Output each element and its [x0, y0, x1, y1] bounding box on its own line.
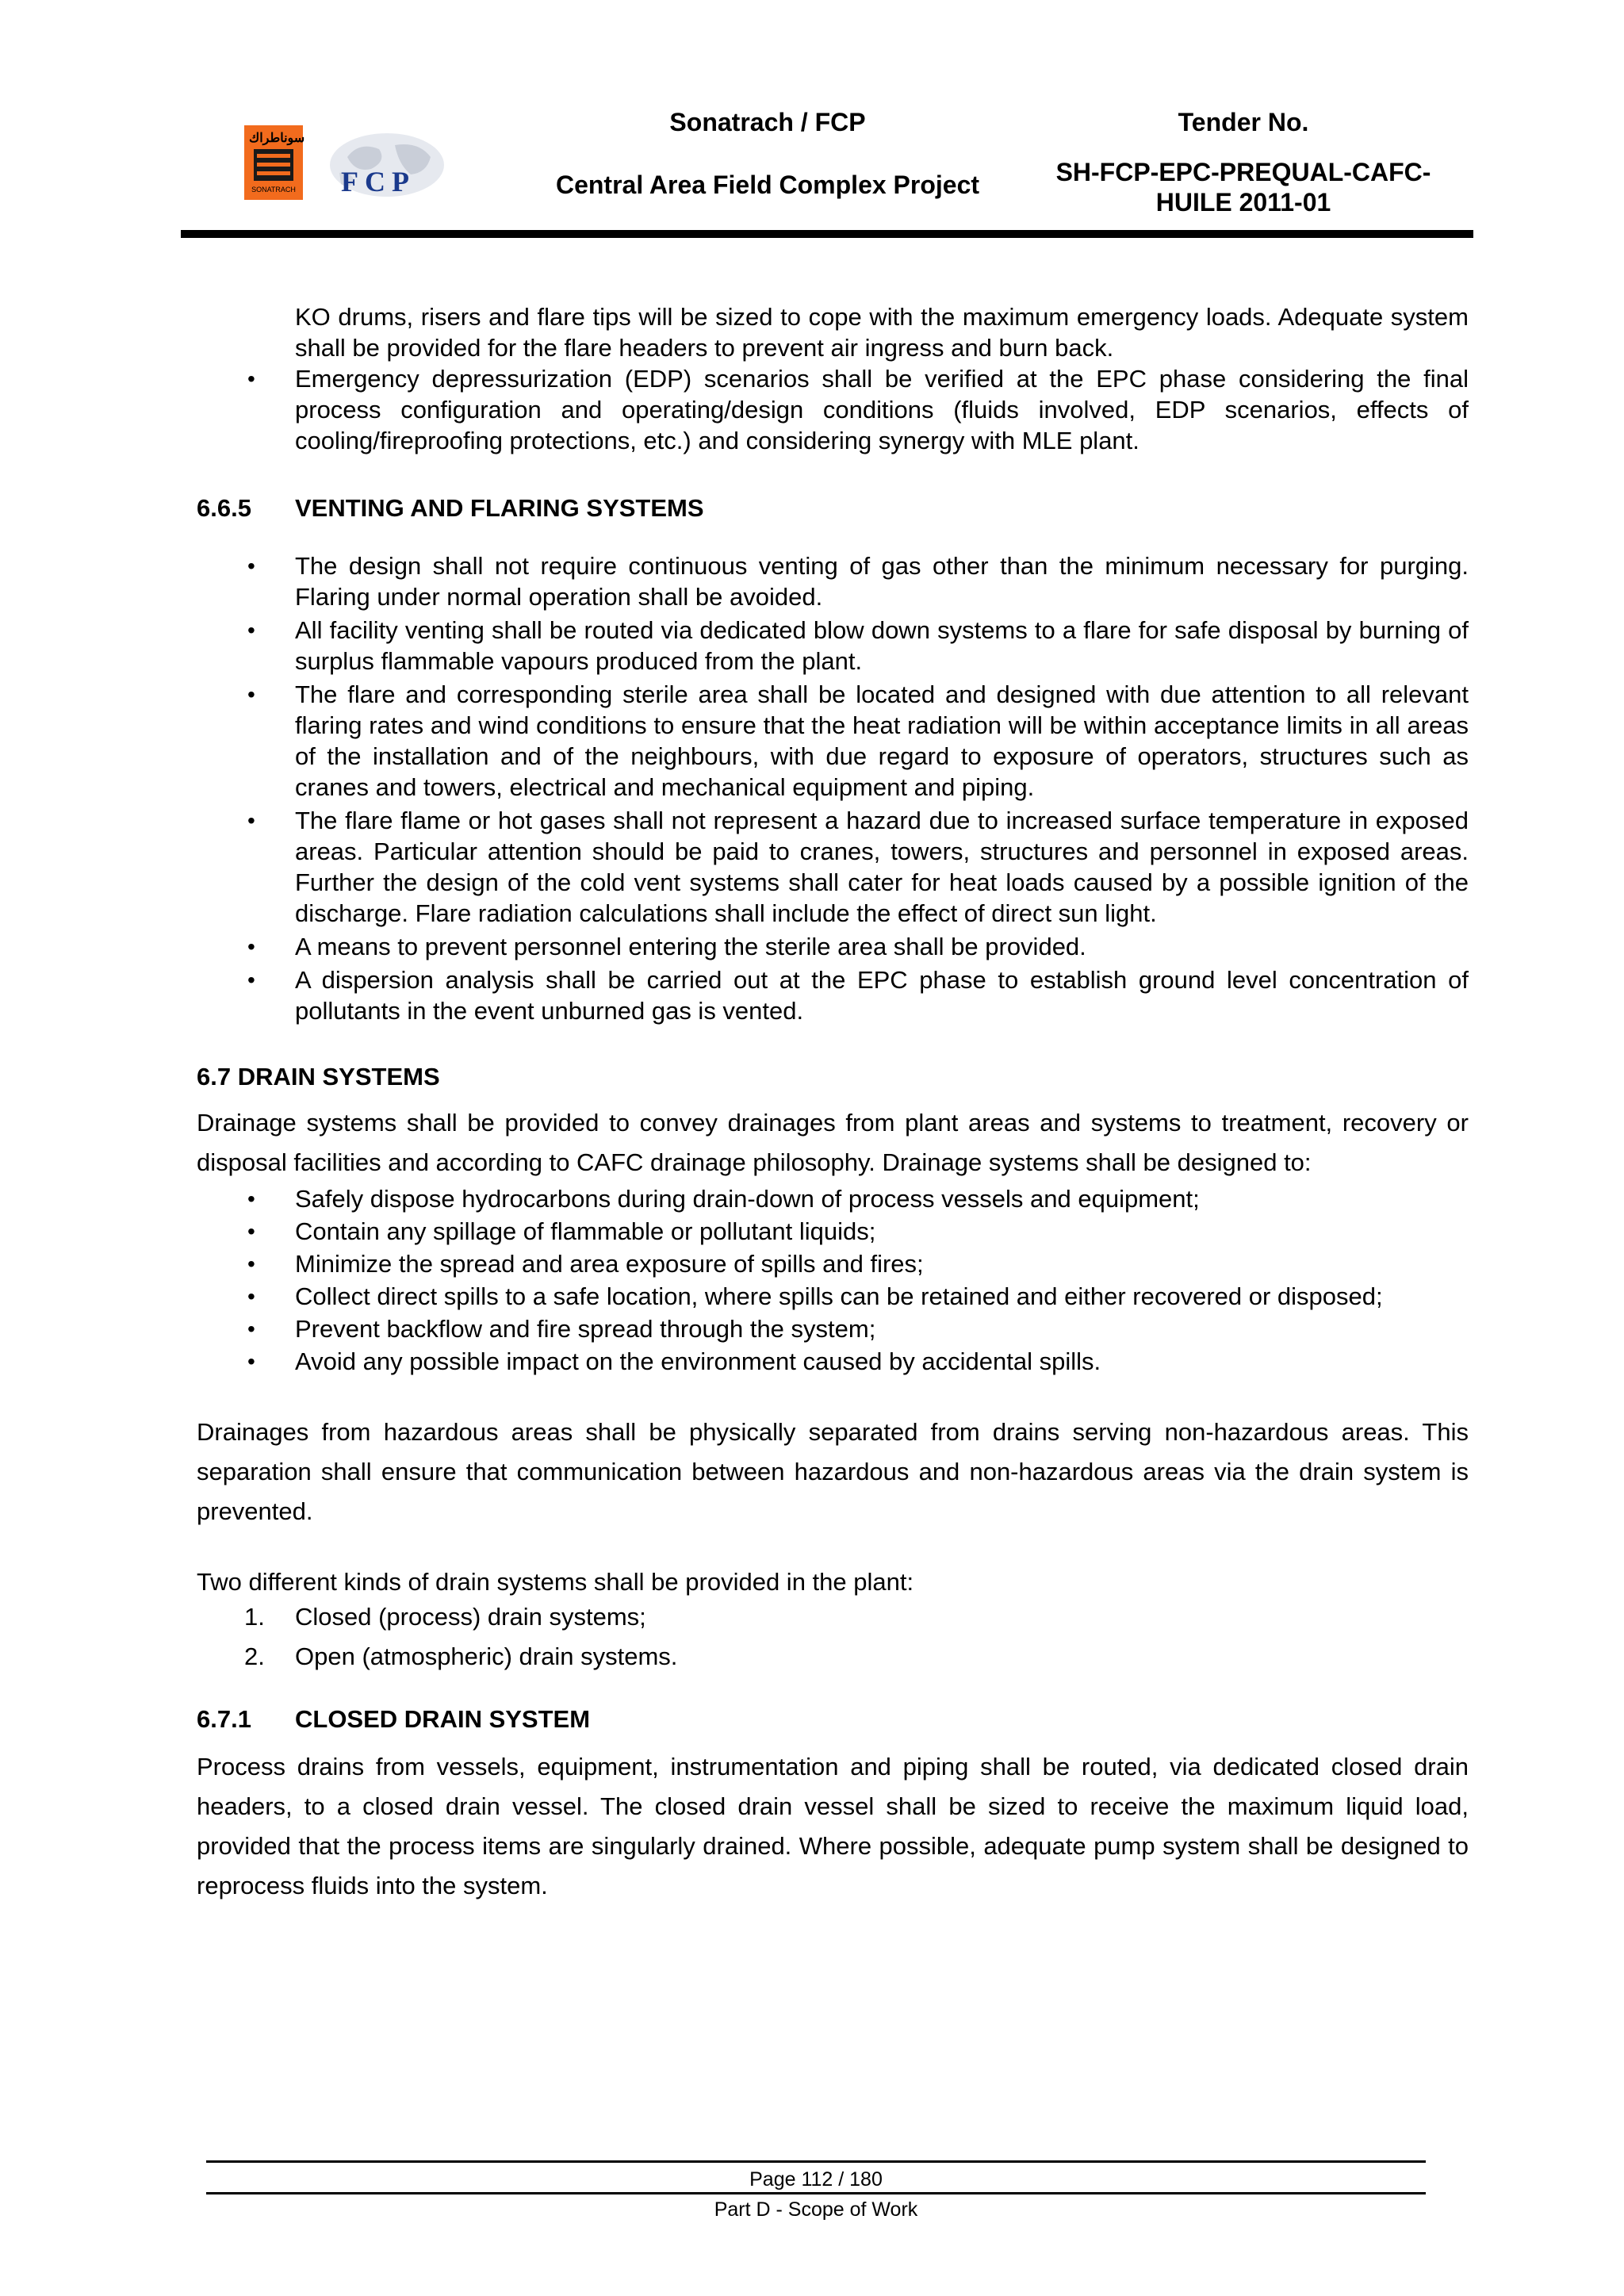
- section-heading-6-7-1: 6.7.1 CLOSED DRAIN SYSTEM: [197, 1705, 591, 1733]
- list-item: • A means to prevent personnel entering the sterile area shall be provided.: [247, 933, 1086, 960]
- list-item: • Prevent backflow and fire spread through the system;: [247, 1315, 876, 1343]
- footer-divider: [206, 2160, 1426, 2163]
- document-body: [197, 301, 1469, 1906]
- separation-paragraph: Drainages from hazardous areas shall be physically separated from drains serving non-hazardous areas. This separation shall ensure that communication between hazardous and non-hazardous areas via the drain system is prevented.: [197, 1418, 1469, 1525]
- drain-intro-paragraph: Drainage systems shall be provided to convey drainages from plant areas and systems to treatment, recovery or disposal facilities and according to CAFC drainage philosophy. Drainage systems shall be designed to:: [197, 1109, 1469, 1176]
- list-item: • Contain any spillage of flammable or pollutant liquids;: [247, 1217, 876, 1245]
- drain-bullet-list: [197, 1182, 1469, 1378]
- fcp-logo-text: FCP: [341, 166, 416, 197]
- list-item: • All facility venting shall be routed via dedicated blow down systems to a flare for safe disposal by burning of surplus flammable vapours produced from the plant.: [247, 616, 1469, 675]
- continuation-paragraph: KO drums, risers and flare tips will be sized to cope with the maximum emergency loads. Adequate system shall be provided for the flare headers to prevent air ingress and burn back.: [295, 303, 1469, 362]
- list-item: • A dispersion analysis shall be carried out at the EPC phase to establish ground level concentration of pollutants in the event unburned gas is vented.: [247, 966, 1469, 1025]
- fcp-logo: [324, 125, 450, 205]
- document-part: Part D - Scope of Work: [714, 2198, 918, 2221]
- intro-bullet-list: [197, 363, 1469, 456]
- drain-kinds-list: [197, 1597, 1469, 1677]
- list-item: • The flare and corresponding sterile area shall be located and designed with due attention to all relevant flaring rates and wind conditions to ensure that the heat radiation will be within acceptance limits in all areas of the installation and of the neighbours, with due regard to exposure of operators, structures such as cranes and towers, electrical and mechanical equipment and piping.: [247, 680, 1469, 801]
- list-item: 1. Closed (process) drain systems;: [244, 1603, 646, 1631]
- footer-divider: [206, 2192, 1426, 2194]
- section-heading-6-7: 6.7 DRAIN SYSTEMS: [197, 1063, 440, 1091]
- list-item: • Minimize the spread and area exposure of spills and fires;: [247, 1250, 924, 1278]
- list-item: • Avoid any possible impact on the environment caused by accidental spills.: [247, 1347, 1101, 1375]
- project-name: Central Area Field Complex Project: [555, 171, 980, 199]
- drain-kinds-intro: Two different kinds of drain systems shall be provided in the plant:: [197, 1568, 914, 1596]
- venting-bullet-list: [197, 550, 1469, 1026]
- list-item: • Collect direct spills to a safe location, where spills can be retained and either recovered or disposed;: [247, 1282, 1383, 1310]
- header-divider: [181, 230, 1473, 238]
- list-item: • The flare flame or hot gases shall not represent a hazard due to increased surface temperature in exposed areas. Particular attention should be paid to cranes, towers, structures and personnel in exposed areas. Further the design of the cold vent systems shall cater for heat loads caused by a possible ignition of the discharge. Flare radiation calculations shall include the effect of direct sun light.: [247, 807, 1469, 927]
- closed-drain-paragraph: Process drains from vessels, equipment, instrumentation and piping shall be routed, via dedicated closed drain headers, to a closed drain vessel. The closed drain vessel shall be sized to receive the maximum liquid load, provided that the process items are singularly drained. Where possible, adequate pump system shall be designed to reprocess fluids into the system.: [197, 1753, 1469, 1899]
- tender-label: Tender No.: [1178, 108, 1309, 136]
- section-heading-6-6-5: 6.6.5 VENTING AND FLARING SYSTEMS: [197, 494, 704, 522]
- company-project-title: Sonatrach / FCP: [669, 108, 866, 136]
- list-item: • Emergency depressurization (EDP) scenarios shall be verified at the EPC phase considering the final process configuration and operating/design conditions (fluids involved, EDP scenarios, effects of cooling/fireproofing protections, etc.) and considering synergy with MLE plant.: [247, 365, 1469, 454]
- sonatrach-logo-text: SONATRACH: [246, 184, 301, 195]
- page-header: [181, 103, 1473, 236]
- list-item: • Safely dispose hydrocarbons during drain-down of process vessels and equipment;: [247, 1185, 1200, 1213]
- list-item: 2. Open (atmospheric) drain systems.: [244, 1642, 678, 1670]
- page-number: Page 112 / 180: [749, 2168, 883, 2191]
- tender-number: SH-FCP-EPC-PREQUAL-CAFC- HUILE 2011-01: [1055, 158, 1431, 217]
- list-item: • The design shall not require continuous venting of gas other than the minimum necessary for purging. Flaring under normal operation shall be avoided.: [247, 552, 1469, 611]
- sonatrach-logo: سوناطراك SONATRACH: [244, 125, 303, 200]
